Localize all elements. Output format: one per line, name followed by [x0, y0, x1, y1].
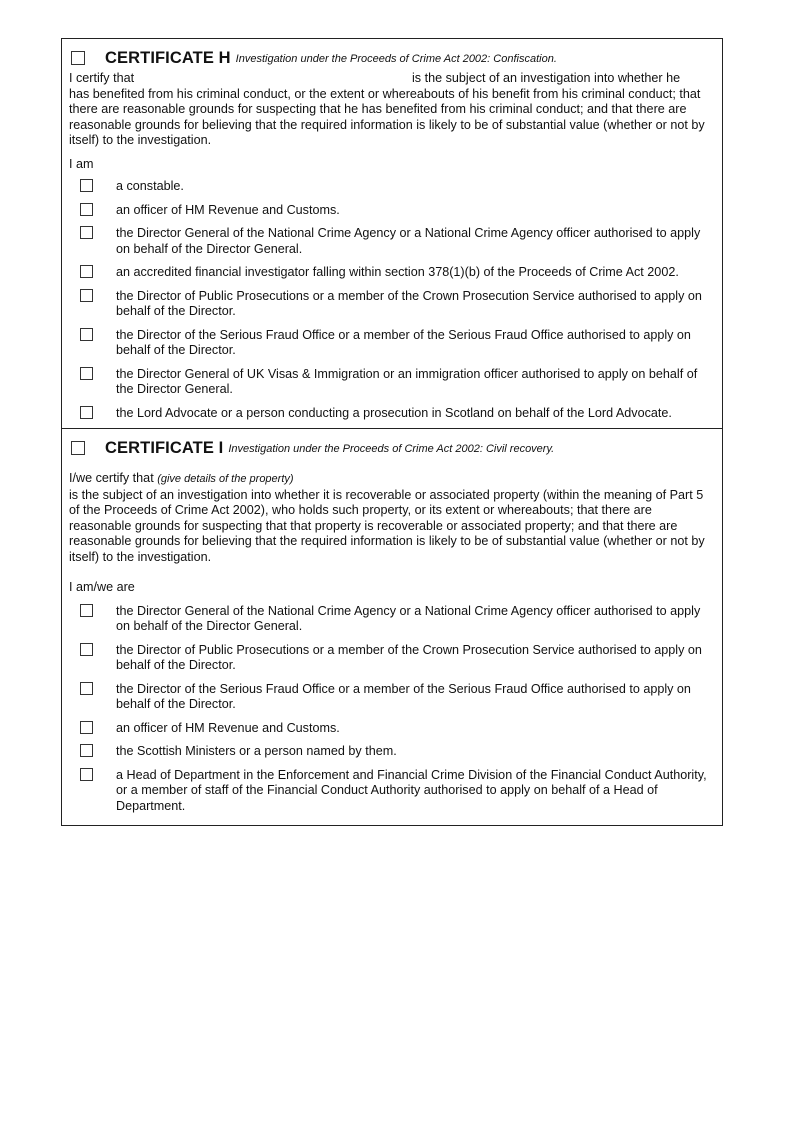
option-checkbox[interactable] — [80, 768, 93, 781]
option-checkbox[interactable] — [80, 744, 93, 757]
certificate-i-option[interactable] — [69, 682, 714, 713]
certificate-i-certify-hint: (give details of the property) — [157, 473, 294, 485]
option-label: the Director of the Serious Fraud Office or a member of the Serious Fraud Office authorised to apply on behalf of the Director. — [116, 681, 691, 711]
certificate-i-option[interactable] — [69, 643, 714, 674]
option-checkbox[interactable] — [80, 289, 93, 302]
option-label: an officer of HM Revenue and Customs. — [116, 202, 340, 217]
certificate-i-option[interactable] — [69, 768, 714, 815]
option-checkbox[interactable] — [80, 682, 93, 695]
certificate-form — [61, 38, 723, 826]
certificate-h-subtitle: Investigation under the Proceeds of Crime Act 2002: Confiscation. — [235, 53, 557, 65]
certificate-h-header — [69, 49, 714, 67]
option-label: a Head of Department in the Enforcement and Financial Crime Division of the Financial Conduct Authority, or a member of staff of the Financial Conduct Authority authorised to apply on behalf of a Head of Department. — [116, 767, 707, 813]
option-checkbox[interactable] — [80, 226, 93, 239]
certificate-i-checkbox[interactable] — [71, 441, 85, 455]
option-checkbox[interactable] — [80, 265, 93, 278]
option-label: the Director General of the National Crime Agency or a National Crime Agency officer authorised to apply on behalf of the Director General. — [116, 226, 701, 256]
option-label: the Director of the Serious Fraud Office or a member of the Serious Fraud Office authorised to apply on behalf of the Director. — [116, 327, 691, 357]
certificate-h-option[interactable] — [69, 289, 714, 320]
certificate-i-option[interactable] — [69, 604, 714, 635]
option-checkbox[interactable] — [80, 203, 93, 216]
option-checkbox[interactable] — [80, 643, 93, 656]
certificate-i-certify-prefix: I/we certify that — [69, 471, 154, 485]
option-label: the Director of Public Prosecutions or a member of the Crown Prosecution Service authorised to apply on behalf of the Director. — [116, 642, 702, 672]
option-checkbox[interactable] — [80, 179, 93, 192]
certificate-h-certify-right: is the subject of an investigation into whether he — [412, 71, 681, 85]
certificate-h-option[interactable] — [69, 179, 714, 195]
certificate-i-certify-line — [69, 471, 714, 488]
option-checkbox[interactable] — [80, 721, 93, 734]
certificate-h-option[interactable] — [69, 265, 714, 281]
certificate-h-option[interactable] — [69, 328, 714, 359]
certificate-i-option[interactable] — [69, 744, 714, 760]
option-label: the Director General of the National Crime Agency or a National Crime Agency officer authorised to apply on behalf of the Director General. — [116, 603, 701, 633]
option-label: an accredited financial investigator falling within section 378(1)(b) of the Proceeds of Crime Act 2002. — [116, 265, 679, 279]
option-label: the Lord Advocate or a person conducting a prosecution in Scotland on behalf of the Lord Advocate. — [116, 405, 672, 420]
option-label: the Scottish Ministers or a person named by them. — [116, 744, 397, 758]
certificate-h-certify-left: I certify that — [69, 71, 135, 85]
certificate-i-title: CERTIFICATE I — [105, 439, 224, 457]
certificate-i-i-am-label: I am/we are — [69, 580, 135, 594]
certificate-i-body: is the subject of an investigation into whether it is recoverable or associated property (within the meaning of Part 5 of the Proceeds of Crime Act 2002), who holds such property, or its extent or whereabouts; that there are reasonable grounds for suspecting that that property is recoverable or associated property; and that there are reasonable grounds for believing that the required information is likely to be of substantial value (whether or not by itself) to the investigation. — [69, 487, 705, 564]
certificate-h-body: has benefited from his criminal conduct, or the extent or whereabouts of his benefit from his criminal conduct; that there are reasonable grounds for suspecting that he has benefited from his criminal conduct; and that there are reasonable grounds for believing that the required information is likely to be of substantial value (whether or not by itself) to the investigation. — [69, 86, 705, 147]
certificate-h-title: CERTIFICATE H — [105, 49, 231, 67]
certificate-i-header — [69, 439, 714, 457]
option-checkbox[interactable] — [80, 367, 93, 380]
certificate-h-certify-line — [69, 71, 714, 87]
certificate-i-option[interactable] — [69, 721, 714, 737]
certificate-i-subtitle: Investigation under the Proceeds of Crime Act 2002: Civil recovery. — [228, 443, 555, 455]
certificate-h-option[interactable] — [69, 406, 714, 422]
certificate-i-section — [62, 428, 722, 825]
certificate-h-i-am-label: I am — [69, 156, 94, 171]
certificate-h-option[interactable] — [69, 226, 714, 257]
certificate-h-section — [62, 39, 722, 428]
certificate-h-checkbox[interactable] — [71, 51, 85, 65]
option-checkbox[interactable] — [80, 604, 93, 617]
option-checkbox[interactable] — [80, 328, 93, 341]
option-label: a constable. — [116, 179, 184, 193]
option-label: the Director General of UK Visas & Immigration or an immigration officer authorised to apply on behalf of the Director General. — [116, 366, 698, 396]
certificate-h-option[interactable] — [69, 367, 714, 398]
option-label: an officer of HM Revenue and Customs. — [116, 720, 340, 735]
certificate-h-option[interactable] — [69, 203, 714, 219]
option-label: the Director of Public Prosecutions or a member of the Crown Prosecution Service authorised to apply on behalf of the Director. — [116, 288, 702, 318]
option-checkbox[interactable] — [80, 406, 93, 419]
